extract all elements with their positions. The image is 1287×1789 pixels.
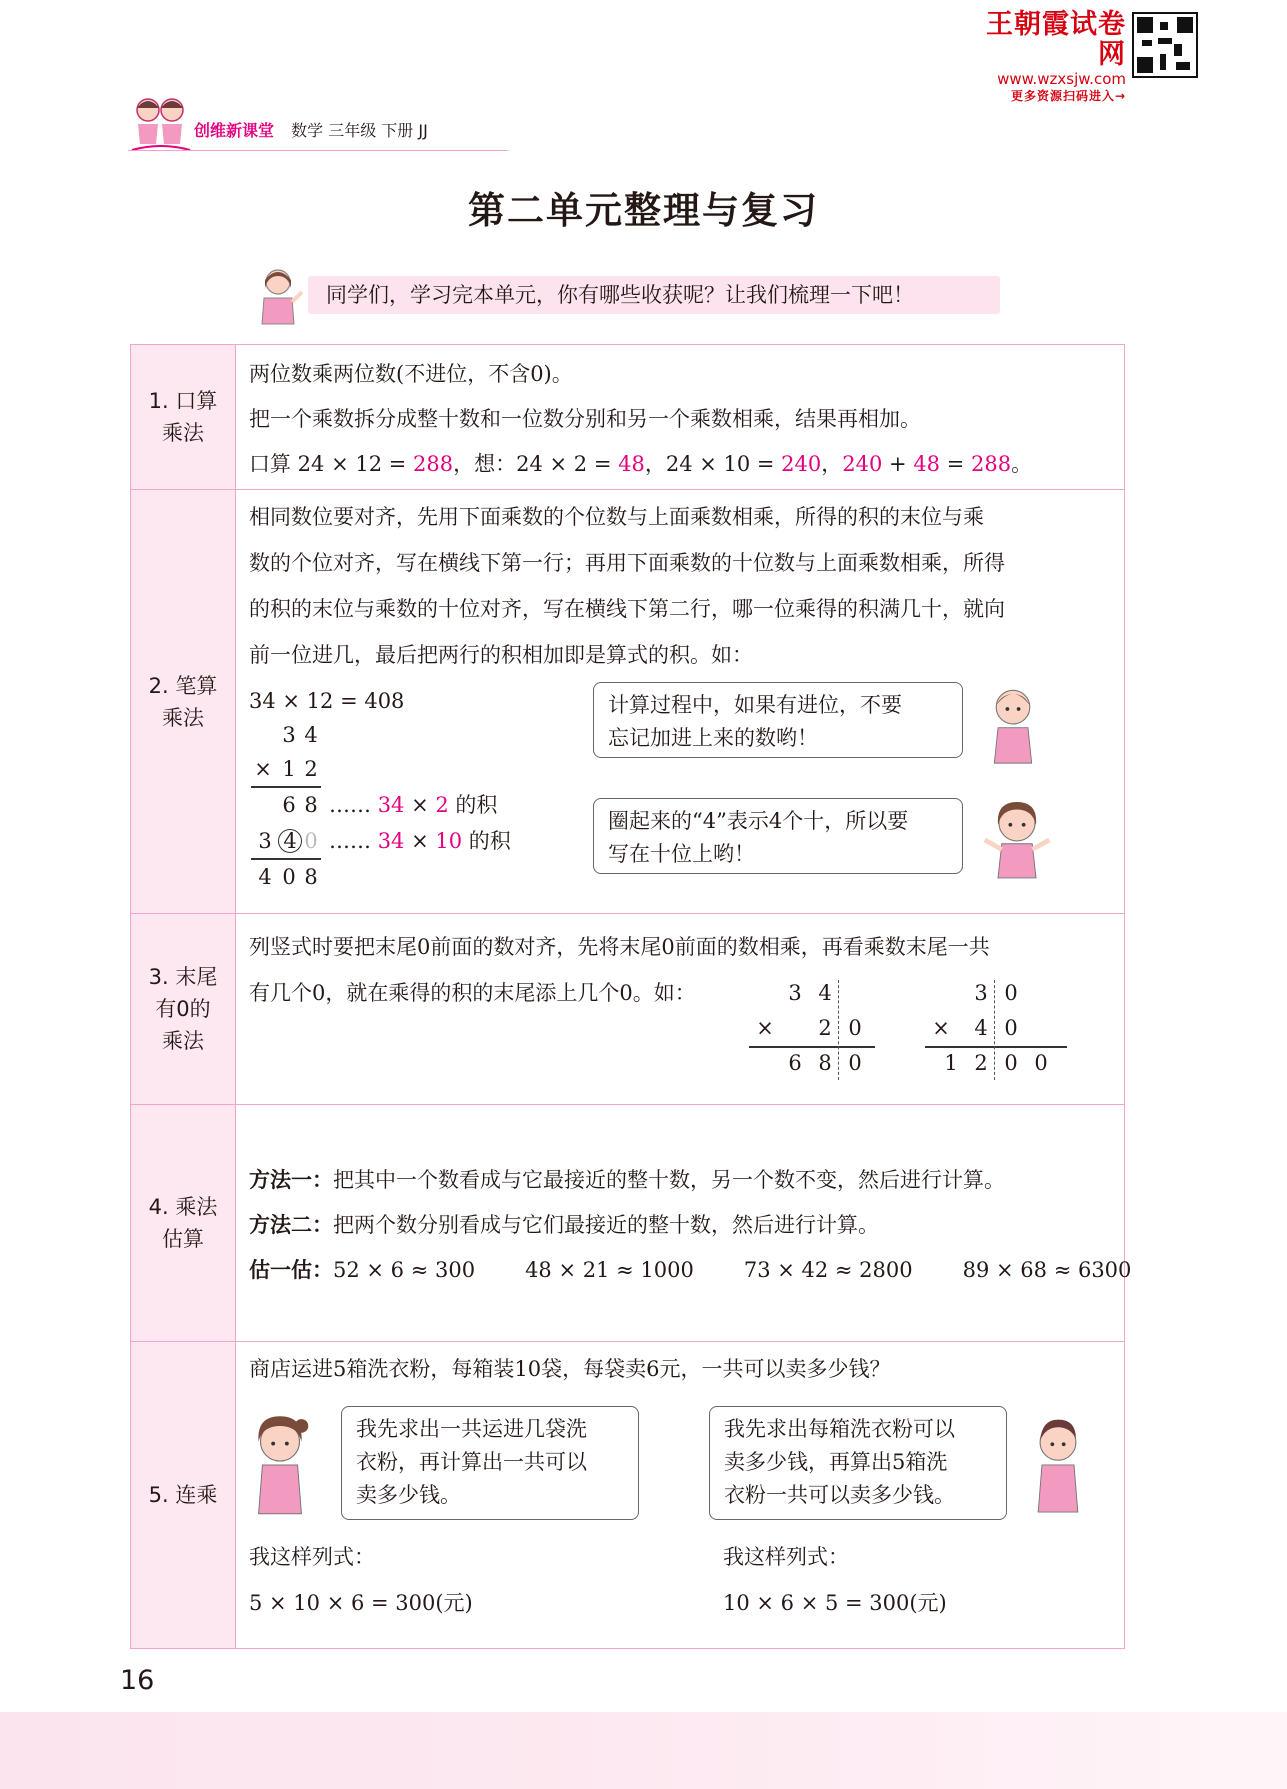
section-1-line-1: 两位数乘两位数(不进位，不含0)。	[249, 362, 573, 386]
girl-icon	[985, 678, 1041, 768]
estimate-line: 估一估：52 × 6 ≈ 300 48 × 21 ≈ 1000 73 × 42 ≈ 2800 89 × 68 ≈ 6300	[249, 1258, 1132, 1282]
section-2-equation: 34 × 12 = 408	[249, 689, 405, 713]
section-5-label: 5. 连乘	[131, 1342, 236, 1648]
series-name: 创维新课堂	[194, 121, 275, 140]
series-header	[194, 118, 428, 141]
r4-note: …… 34 × 10 的积	[329, 829, 511, 853]
section-3-line-2: 有几个0，就在乘得的积的末尾添上几个0。如：	[249, 981, 696, 1005]
section-2-line-2: 数的个位对齐，写在横线下第一行；再用下面乘数的十位数与上面乘数相乘，所得	[249, 551, 1005, 575]
tip-bubble-2: 圈起来的“4”表示4个十，所以要 写在十位上哟！	[593, 798, 963, 874]
section-2-line-1: 相同数位要对齐，先用下面乘数的个位数与上面乘数相乘，所得的积的末位与乘	[249, 505, 984, 529]
intro-banner: 同学们，学习完本单元，你有哪些收获呢？让我们梳理一下吧！	[308, 276, 1000, 314]
estimate-4: 89 × 68 ≈ 6300	[962, 1258, 1132, 1282]
girl-icon-3	[241, 1410, 319, 1518]
brand-more[interactable]: 更多资源扫码进入→	[1010, 89, 1126, 103]
estimate-2: 48 × 21 ≈ 1000	[525, 1258, 694, 1282]
section-3-line-1: 列竖式时要把末尾0前面的数对齐，先将末尾0前面的数相乘，再看乘数末尾一共	[249, 935, 990, 959]
kids-logo-icon	[128, 92, 194, 156]
section-2-line-4: 前一位进几，最后把两行的积相加即是算式的积。如：	[249, 643, 753, 667]
review-table	[130, 344, 1132, 1649]
section-2-label: 2. 笔算 乘法	[131, 490, 236, 913]
section-5-question: 商店运进5箱洗衣粉，每箱装10袋，每袋卖6元，一共可以卖多少钱？	[249, 1357, 891, 1381]
section-1-label: 1. 口算 乘法	[131, 345, 236, 489]
r3-note: …… 34 × 2 的积	[329, 793, 498, 817]
thought-bubble-left: 我先求出一共运进几袋洗 衣粉，再计算出一共可以 卖多少钱。	[341, 1406, 639, 1520]
brand-url[interactable]: www.wzxsjw.com	[997, 70, 1126, 88]
tip-bubble-1: 计算过程中，如果有进位，不要 忘记加进上来的数哟！	[593, 682, 963, 758]
formula-right-label: 我这样列式：	[723, 1545, 849, 1569]
method-1: 方法一：把其中一个数看成与它最接近的整十数，另一个数不变，然后进行计算。	[249, 1168, 1005, 1192]
circled-digit: 4	[278, 829, 302, 853]
page-title: 第二单元整理与复习	[468, 189, 819, 232]
subject-info: 数学 三年级 下册 JJ	[291, 121, 428, 140]
page-number: 16	[120, 1665, 155, 1696]
footer-band	[0, 1712, 1287, 1789]
formula-left-label: 我这样列式：	[249, 1545, 375, 1569]
formula-right: 10 × 6 × 5 = 300(元)	[723, 1591, 947, 1615]
section-2-line-3: 的积的末位与乘数的十位对齐，写在横线下第二行，哪一位乘得的积满几十，就向	[249, 597, 1005, 621]
section-4-label: 4. 乘法 估算	[131, 1105, 236, 1341]
method-2: 方法二：把两个数分别看成与它们最接近的整十数，然后进行计算。	[249, 1213, 879, 1237]
boy-icon	[1025, 1410, 1091, 1518]
section-4	[131, 1105, 1132, 1342]
estimate-1: 52 × 6 ≈ 300	[333, 1258, 476, 1282]
section-5	[131, 1342, 1124, 1648]
brand-block	[962, 10, 1126, 104]
header-divider	[128, 150, 508, 151]
brand-name: 王朝霞试卷网	[986, 9, 1126, 70]
qr-code-icon[interactable]	[1132, 12, 1198, 78]
girl-icon-2	[979, 796, 1055, 882]
formula-left: 5 × 10 × 6 = 300(元)	[249, 1591, 473, 1615]
section-3: 3. 末尾 有0的 乘法 列竖式时要把末尾0前面的数对齐，先将末尾0前面的数相乘，再看乘数末尾一共 有几个0，就在乘得的积的末尾添上几个0。如： 3 4 × 2 0 6 8 0 3 0 × 4 0 1 2 0 0	[131, 914, 1124, 1105]
section-1-calc: 口算 24 × 12 = 288，想：24 × 2 = 48，24 × 10 = 240，240 + 48 = 288。	[249, 452, 1033, 476]
estimate-3: 73 × 42 ≈ 2800	[743, 1258, 913, 1282]
section-1	[131, 345, 1124, 490]
section-2: 2. 笔算 乘法 相同数位要对齐，先用下面乘数的个位数与上面乘数相乘，所得的积的末位与乘 数的个位对齐，写在横线下第一行；再用下面乘数的十位数与上面乘数相乘，所得 的积的末位与乘数的十位对齐，写在横线下第二行，哪一位乘得的积满几十，就向 前一位进几，最后把两行的积相加即是算式的积。如： 34 × 12 = 408 3 4 × 1 2 6 8 …… 34 × 2 的积 3 4 0 …… 34 × 10 的积 4 0 8 计算过程中，如果有进位，不要 忘记加进上来的数哟！ 圈起来的“4”表示4个十，所以要 写在十位上哟！	[131, 490, 1124, 914]
section-3-label: 3. 末尾 有0的 乘法	[131, 914, 236, 1104]
section-1-line-2: 把一个乘数拆分成整十数和一位数分别和另一个乘数相乘，结果再相加。	[249, 407, 921, 431]
teacher-icon	[254, 264, 306, 326]
thought-bubble-right: 我先求出每箱洗衣粉可以 卖多少钱，再算出5箱洗 衣粉一共可以卖多少钱。	[709, 1406, 1007, 1520]
